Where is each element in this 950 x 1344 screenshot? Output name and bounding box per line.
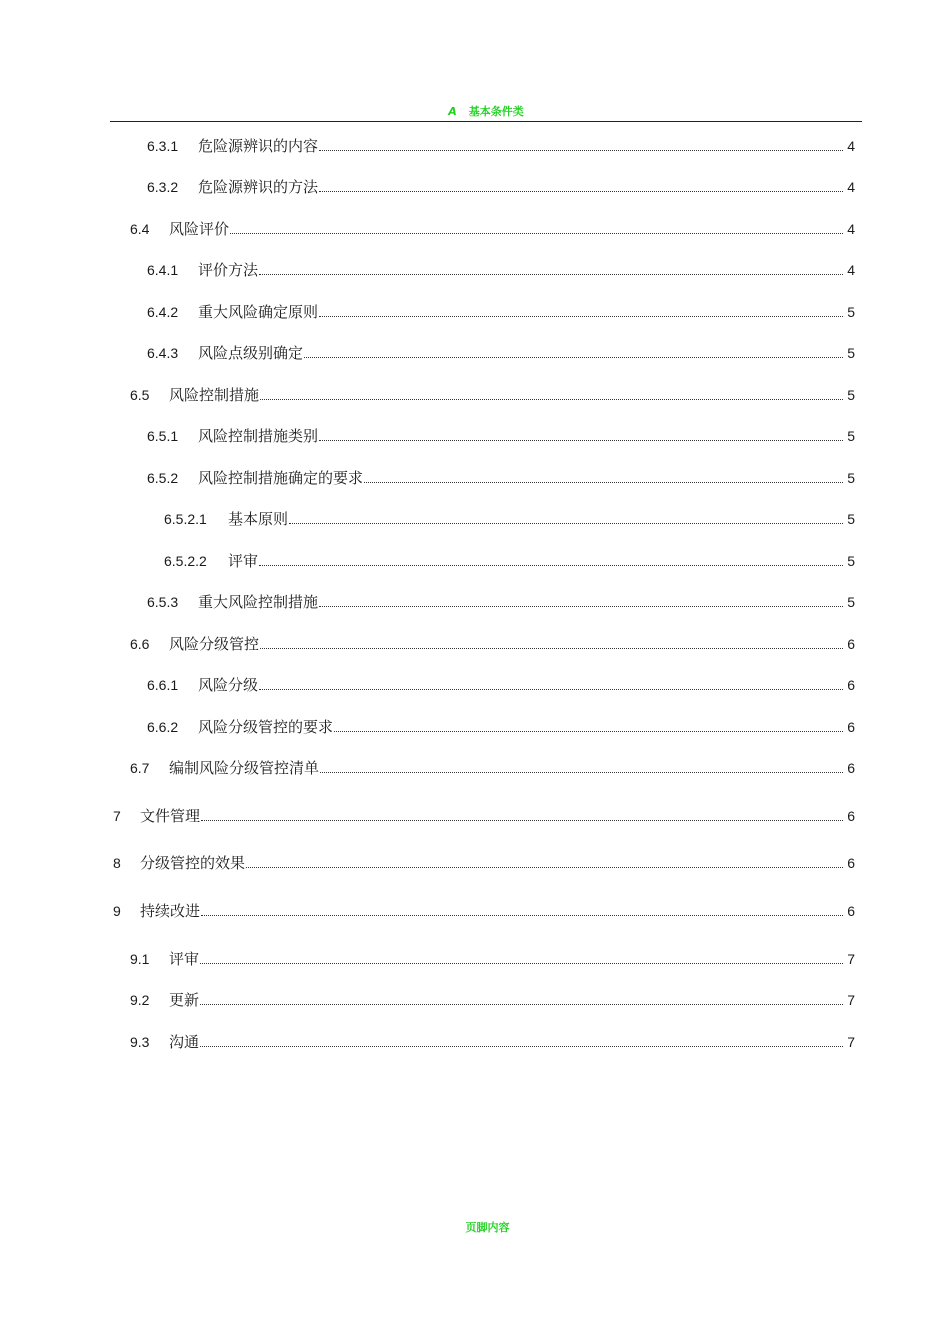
toc-leader: [320, 772, 843, 773]
toc-entry[interactable]: [147, 301, 855, 322]
toc-entry-number: 6.5.3: [147, 594, 179, 610]
toc-entry-page: 6: [847, 760, 855, 776]
toc-entry-number: 6.5.1: [147, 428, 179, 444]
toc-entry-page: 7: [847, 1034, 855, 1050]
toc-entry-page: 6: [847, 636, 855, 652]
toc-entry-number: 9.3: [130, 1034, 150, 1050]
toc-entry-page: 4: [847, 221, 855, 237]
toc-entry-page: 5: [847, 594, 855, 610]
toc-entry[interactable]: [130, 384, 855, 405]
toc-entry-title: 风险点级别确定: [198, 344, 304, 362]
header-mark: A: [448, 105, 457, 118]
toc-entry-title: 基本原则: [228, 510, 289, 528]
toc-entry[interactable]: [147, 259, 855, 280]
toc-entry-title: 风险控制措施类别: [198, 427, 319, 445]
toc-entry-page: 5: [847, 553, 855, 569]
toc-entry-page: 7: [847, 992, 855, 1008]
toc-leader: [319, 606, 843, 607]
toc-entry[interactable]: [113, 900, 855, 921]
toc-entry-title: 持续改进: [140, 902, 201, 920]
toc-entry-page: 5: [847, 345, 855, 361]
toc-entry-page: 5: [847, 428, 855, 444]
header-divider: [110, 121, 862, 122]
toc-leader: [319, 316, 843, 317]
toc-entry-title: 分级管控的效果: [140, 854, 246, 872]
toc-entry-page: 5: [847, 470, 855, 486]
toc-entry-title: 危险源辨识的内容: [198, 137, 319, 155]
toc-entry-number: 6.4: [130, 221, 150, 237]
toc-entry-page: 6: [847, 719, 855, 735]
toc-leader: [259, 274, 843, 275]
toc-entry[interactable]: [147, 716, 855, 737]
toc-entry-title: 风险评价: [169, 220, 230, 238]
toc-entry-number: 9.1: [130, 951, 150, 967]
toc-entry[interactable]: [130, 989, 855, 1010]
toc-entry-number: 6.6: [130, 636, 150, 652]
toc-entry-number: 6.5: [130, 387, 150, 403]
toc-leader: [200, 1046, 843, 1047]
toc-entry[interactable]: [147, 467, 855, 488]
toc-entry[interactable]: [130, 1031, 855, 1052]
toc-entry[interactable]: [164, 508, 855, 529]
toc-leader: [246, 867, 843, 868]
page-header: [110, 103, 862, 119]
toc-leader: [201, 820, 843, 821]
toc-entry-title: 评价方法: [198, 261, 259, 279]
toc-entry-title: 评审: [228, 552, 259, 570]
toc-entry[interactable]: [130, 218, 855, 239]
toc-entry-number: 9.2: [130, 992, 150, 1008]
toc-entry[interactable]: [147, 674, 855, 695]
toc-entry-title: 更新: [169, 991, 200, 1009]
toc-entry-number: 8: [113, 855, 121, 871]
toc-entry-page: 5: [847, 387, 855, 403]
toc-entry[interactable]: [147, 135, 855, 156]
toc-entry[interactable]: [164, 550, 855, 571]
toc-entry-title: 风险分级管控的要求: [198, 718, 334, 736]
toc-leader: [200, 1004, 843, 1005]
toc-entry-number: 6.6.2: [147, 719, 179, 735]
toc-entry[interactable]: [147, 176, 855, 197]
toc-entry-title: 评审: [169, 950, 200, 968]
toc-entry-number: 9: [113, 903, 121, 919]
toc-entry-number: 6.3.1: [147, 138, 179, 154]
header-title: 基本条件类: [468, 105, 524, 118]
toc-entry-title: 风险分级管控: [169, 635, 260, 653]
toc-entry[interactable]: [113, 805, 855, 826]
toc-leader: [289, 523, 843, 524]
toc-entry-number: 6.5.2.1: [164, 511, 207, 527]
toc-leader: [200, 963, 843, 964]
toc-entry-page: 7: [847, 951, 855, 967]
toc-entry-title: 编制风险分级管控清单: [169, 759, 320, 777]
toc-entry-page: 4: [847, 179, 855, 195]
toc-entry[interactable]: [130, 633, 855, 654]
toc-leader: [364, 482, 843, 483]
toc-entry-number: 6.6.1: [147, 677, 179, 693]
toc-entry-page: 5: [847, 511, 855, 527]
toc-entry[interactable]: [130, 757, 855, 778]
toc-leader: [259, 565, 843, 566]
toc-entry[interactable]: [130, 948, 855, 969]
toc-entry-number: 6.3.2: [147, 179, 179, 195]
toc-entry-number: 6.5.2.2: [164, 553, 207, 569]
toc-leader: [201, 915, 843, 916]
toc-entry-number: 6.4.1: [147, 262, 179, 278]
toc-entry-title: 风险控制措施确定的要求: [198, 469, 364, 487]
toc-entry-title: 危险源辨识的方法: [198, 178, 319, 196]
toc-entry[interactable]: [147, 425, 855, 446]
toc-entry-number: 6.7: [130, 760, 150, 776]
toc-entry[interactable]: [113, 852, 855, 873]
toc-entry-title: 重大风险确定原则: [198, 303, 319, 321]
toc-entry-number: 6.4.2: [147, 304, 179, 320]
toc-leader: [319, 150, 843, 151]
toc-entry-page: 5: [847, 304, 855, 320]
toc-entry-title: 风险分级: [198, 676, 259, 694]
toc-entry-page: 6: [847, 855, 855, 871]
toc-entry-title: 重大风险控制措施: [198, 593, 319, 611]
toc-leader: [319, 191, 843, 192]
toc-entry-page: 6: [847, 903, 855, 919]
toc-leader: [260, 648, 843, 649]
toc-entry-number: 7: [113, 808, 121, 824]
toc-entry-title: 文件管理: [140, 807, 201, 825]
toc-leader: [304, 357, 843, 358]
toc-entry-number: 6.5.2: [147, 470, 179, 486]
toc-leader: [230, 233, 843, 234]
page-footer: 页脚内容: [465, 1221, 510, 1234]
toc-entry-page: 4: [847, 262, 855, 278]
toc-leader: [334, 731, 843, 732]
toc-entry-title: 风险控制措施: [169, 386, 260, 404]
toc-leader: [259, 689, 843, 690]
toc-entry[interactable]: [147, 342, 855, 363]
toc-entry-number: 6.4.3: [147, 345, 179, 361]
toc-leader: [260, 399, 843, 400]
toc-entry-page: 4: [847, 138, 855, 154]
toc-leader: [319, 440, 843, 441]
toc-entry[interactable]: [147, 591, 855, 612]
toc-entry-page: 6: [847, 808, 855, 824]
toc-entry-page: 6: [847, 677, 855, 693]
toc-entry-title: 沟通: [169, 1033, 200, 1051]
